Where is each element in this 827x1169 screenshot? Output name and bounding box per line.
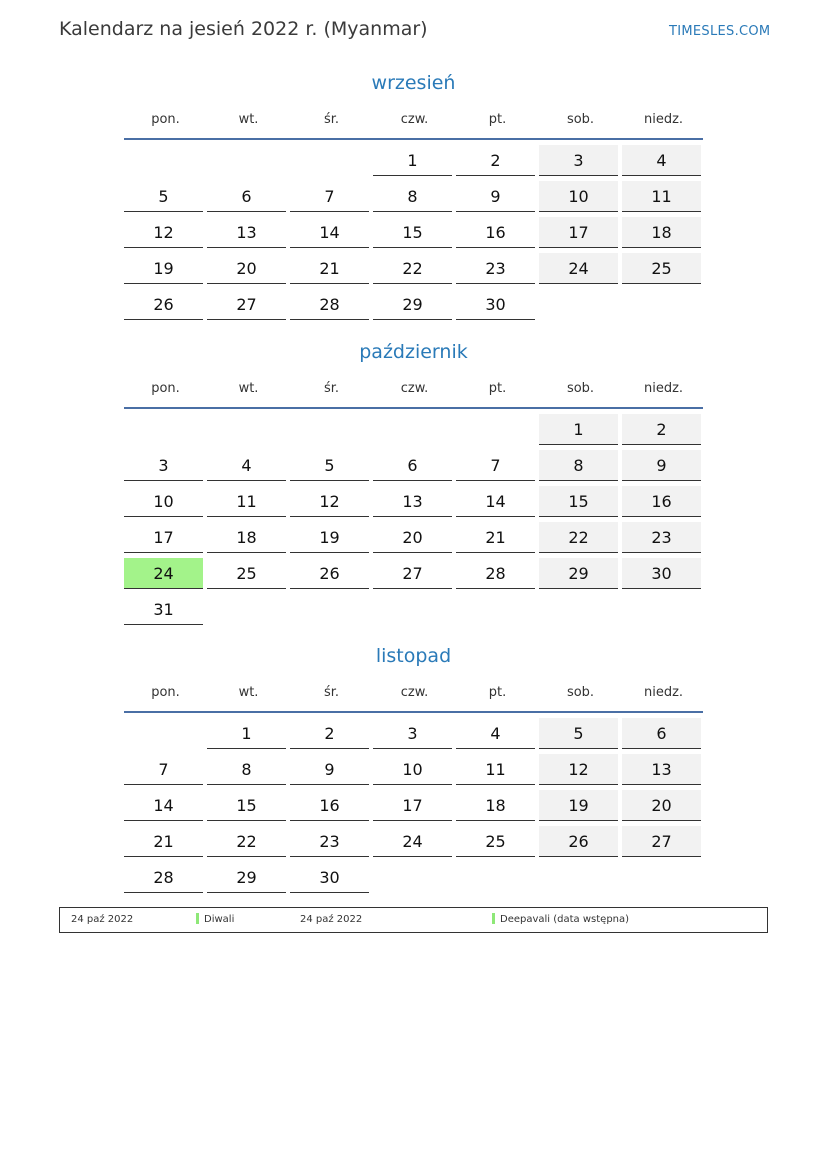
empty-day-cell (207, 414, 286, 445)
month-calendar-november (124, 643, 703, 898)
header-divider (124, 138, 703, 140)
day-cell: 20 (207, 253, 286, 284)
day-cell: 23 (456, 253, 535, 284)
day-cell: 6 (373, 450, 452, 481)
month-title: październik (359, 341, 468, 363)
day-cell: 1 (539, 414, 618, 445)
day-cell: 21 (456, 522, 535, 553)
legend-holiday-name: Deepavali (data wstępna) (500, 914, 630, 925)
empty-day-cell (539, 289, 618, 320)
day-cell: 14 (456, 486, 535, 517)
day-cell: 14 (124, 790, 203, 821)
weekday-header-row (124, 110, 703, 138)
empty-day-cell (456, 414, 535, 445)
day-cell: 6 (207, 181, 286, 212)
day-cell: 15 (373, 217, 452, 248)
day-cell: 10 (373, 754, 452, 785)
day-cell: 16 (622, 486, 701, 517)
day-cell: 4 (207, 450, 286, 481)
day-cell: 9 (622, 450, 701, 481)
day-cell: 30 (290, 862, 369, 893)
day-cell: 15 (207, 790, 286, 821)
day-cell: 15 (539, 486, 618, 517)
day-cell: 23 (622, 522, 701, 553)
weekday-label: sob. (566, 112, 595, 127)
weekday-label: czw. (400, 685, 429, 700)
day-cell: 5 (124, 181, 203, 212)
day-cell: 10 (124, 486, 203, 517)
day-cell: 13 (373, 486, 452, 517)
day-cell: 16 (456, 217, 535, 248)
week-row (124, 253, 703, 289)
day-cell: 26 (539, 826, 618, 857)
day-cell: 14 (290, 217, 369, 248)
weekday-label: pon. (151, 112, 180, 127)
weekday-label: sob. (566, 381, 595, 396)
weekday-label: pt. (488, 685, 507, 700)
day-cell: 1 (373, 145, 452, 176)
day-cell: 25 (456, 826, 535, 857)
weekday-label: czw. (400, 112, 429, 127)
empty-day-cell (124, 145, 203, 176)
page-title: Kalendarz na jesień 2022 r. (Myanmar) (59, 18, 428, 40)
day-cell: 20 (622, 790, 701, 821)
weekday-label: niedz. (643, 381, 684, 396)
day-cell: 2 (456, 145, 535, 176)
weekday-label: niedz. (643, 112, 684, 127)
month-title: listopad (375, 645, 452, 667)
day-cell: 26 (290, 558, 369, 589)
week-row (124, 862, 703, 898)
legend-holiday-name: Diwali (204, 914, 235, 925)
week-row (124, 181, 703, 217)
day-cell: 2 (290, 718, 369, 749)
day-cell: 27 (373, 558, 452, 589)
day-cell: 7 (456, 450, 535, 481)
day-cell: 24 (539, 253, 618, 284)
day-cell: 3 (373, 718, 452, 749)
day-cell: 2 (622, 414, 701, 445)
day-cell: 20 (373, 522, 452, 553)
empty-day-cell (124, 718, 203, 749)
legend-date: 24 paź 2022 (71, 914, 134, 925)
day-cell: 29 (539, 558, 618, 589)
weekday-label: śr. (323, 685, 340, 700)
day-cell: 22 (539, 522, 618, 553)
weekday-label: pon. (151, 685, 180, 700)
empty-day-cell (539, 594, 618, 625)
day-cell: 23 (290, 826, 369, 857)
day-cell: 17 (539, 217, 618, 248)
week-row (124, 594, 703, 630)
week-row (124, 718, 703, 754)
week-row (124, 522, 703, 558)
empty-day-cell (622, 594, 701, 625)
empty-day-cell (207, 145, 286, 176)
day-cell: 5 (539, 718, 618, 749)
weekday-label: czw. (400, 381, 429, 396)
day-cell: 8 (539, 450, 618, 481)
weekday-label: pt. (488, 381, 507, 396)
month-calendar-september (124, 70, 703, 325)
day-cell: 3 (539, 145, 618, 176)
week-row (124, 414, 703, 450)
day-cell: 10 (539, 181, 618, 212)
day-cell: 22 (207, 826, 286, 857)
weekday-label: śr. (323, 112, 340, 127)
empty-day-cell (373, 862, 452, 893)
day-cell: 28 (290, 289, 369, 320)
day-cell: 31 (124, 594, 203, 625)
week-row (124, 486, 703, 522)
day-cell: 21 (290, 253, 369, 284)
day-cell: 13 (622, 754, 701, 785)
day-cell: 11 (207, 486, 286, 517)
day-cell: 29 (373, 289, 452, 320)
day-cell: 4 (456, 718, 535, 749)
empty-day-cell (373, 594, 452, 625)
weekday-label: pon. (151, 381, 180, 396)
weekday-label: wt. (238, 381, 259, 396)
empty-day-cell (124, 414, 203, 445)
holiday-marker-icon (492, 913, 495, 924)
day-cell: 4 (622, 145, 701, 176)
day-cell: 19 (124, 253, 203, 284)
day-cell: 16 (290, 790, 369, 821)
week-row (124, 790, 703, 826)
month-calendar-october (124, 339, 703, 630)
week-row (124, 217, 703, 253)
day-cell: 25 (207, 558, 286, 589)
day-cell: 6 (622, 718, 701, 749)
day-cell: 17 (124, 522, 203, 553)
month-title: wrzesień (371, 72, 456, 94)
empty-day-cell (290, 594, 369, 625)
day-cell: 25 (622, 253, 701, 284)
day-cell: 11 (456, 754, 535, 785)
day-cell: 28 (124, 862, 203, 893)
day-cell: 9 (290, 754, 369, 785)
weekday-header-row (124, 683, 703, 711)
week-row (124, 450, 703, 486)
day-cell: 22 (373, 253, 452, 284)
day-grid (124, 145, 703, 325)
day-cell: 27 (622, 826, 701, 857)
empty-day-cell (290, 145, 369, 176)
day-cell: 19 (290, 522, 369, 553)
holiday-marker-icon (196, 913, 199, 924)
week-row (124, 754, 703, 790)
holiday-legend (59, 907, 768, 933)
empty-day-cell (373, 414, 452, 445)
day-cell: 7 (124, 754, 203, 785)
week-row (124, 826, 703, 862)
empty-day-cell (207, 594, 286, 625)
day-cell: 3 (124, 450, 203, 481)
day-grid (124, 414, 703, 630)
day-cell: 1 (207, 718, 286, 749)
week-row (124, 145, 703, 181)
day-grid (124, 718, 703, 898)
day-cell: 8 (207, 754, 286, 785)
day-cell: 11 (622, 181, 701, 212)
weekday-label: niedz. (643, 685, 684, 700)
day-cell: 18 (456, 790, 535, 821)
weekday-label: wt. (238, 685, 259, 700)
day-cell: 28 (456, 558, 535, 589)
day-cell: 13 (207, 217, 286, 248)
empty-day-cell (622, 289, 701, 320)
day-cell: 12 (539, 754, 618, 785)
weekday-label: wt. (238, 112, 259, 127)
day-cell: 19 (539, 790, 618, 821)
weekday-label: sob. (566, 685, 595, 700)
empty-day-cell (456, 594, 535, 625)
week-row (124, 289, 703, 325)
day-cell: 18 (207, 522, 286, 553)
weekday-label: śr. (323, 381, 340, 396)
day-cell: 30 (622, 558, 701, 589)
day-cell: 21 (124, 826, 203, 857)
day-cell: 8 (373, 181, 452, 212)
empty-day-cell (456, 862, 535, 893)
header-divider (124, 407, 703, 409)
day-cell: 29 (207, 862, 286, 893)
empty-day-cell (622, 862, 701, 893)
day-cell: 30 (456, 289, 535, 320)
day-cell: 12 (290, 486, 369, 517)
weekday-label: pt. (488, 112, 507, 127)
legend-date: 24 paź 2022 (300, 914, 363, 925)
day-cell: 27 (207, 289, 286, 320)
day-cell: 18 (622, 217, 701, 248)
day-cell: 5 (290, 450, 369, 481)
header-divider (124, 711, 703, 713)
day-cell: 7 (290, 181, 369, 212)
day-cell: 17 (373, 790, 452, 821)
brand-logo-text[interactable]: TIMESLES.COM (669, 24, 771, 39)
day-cell: 12 (124, 217, 203, 248)
day-cell: 9 (456, 181, 535, 212)
empty-day-cell (290, 414, 369, 445)
week-row (124, 558, 703, 594)
day-cell: 24 (373, 826, 452, 857)
day-cell: 26 (124, 289, 203, 320)
weekday-header-row (124, 379, 703, 407)
holiday-day-cell: 24 (124, 558, 203, 589)
empty-day-cell (539, 862, 618, 893)
